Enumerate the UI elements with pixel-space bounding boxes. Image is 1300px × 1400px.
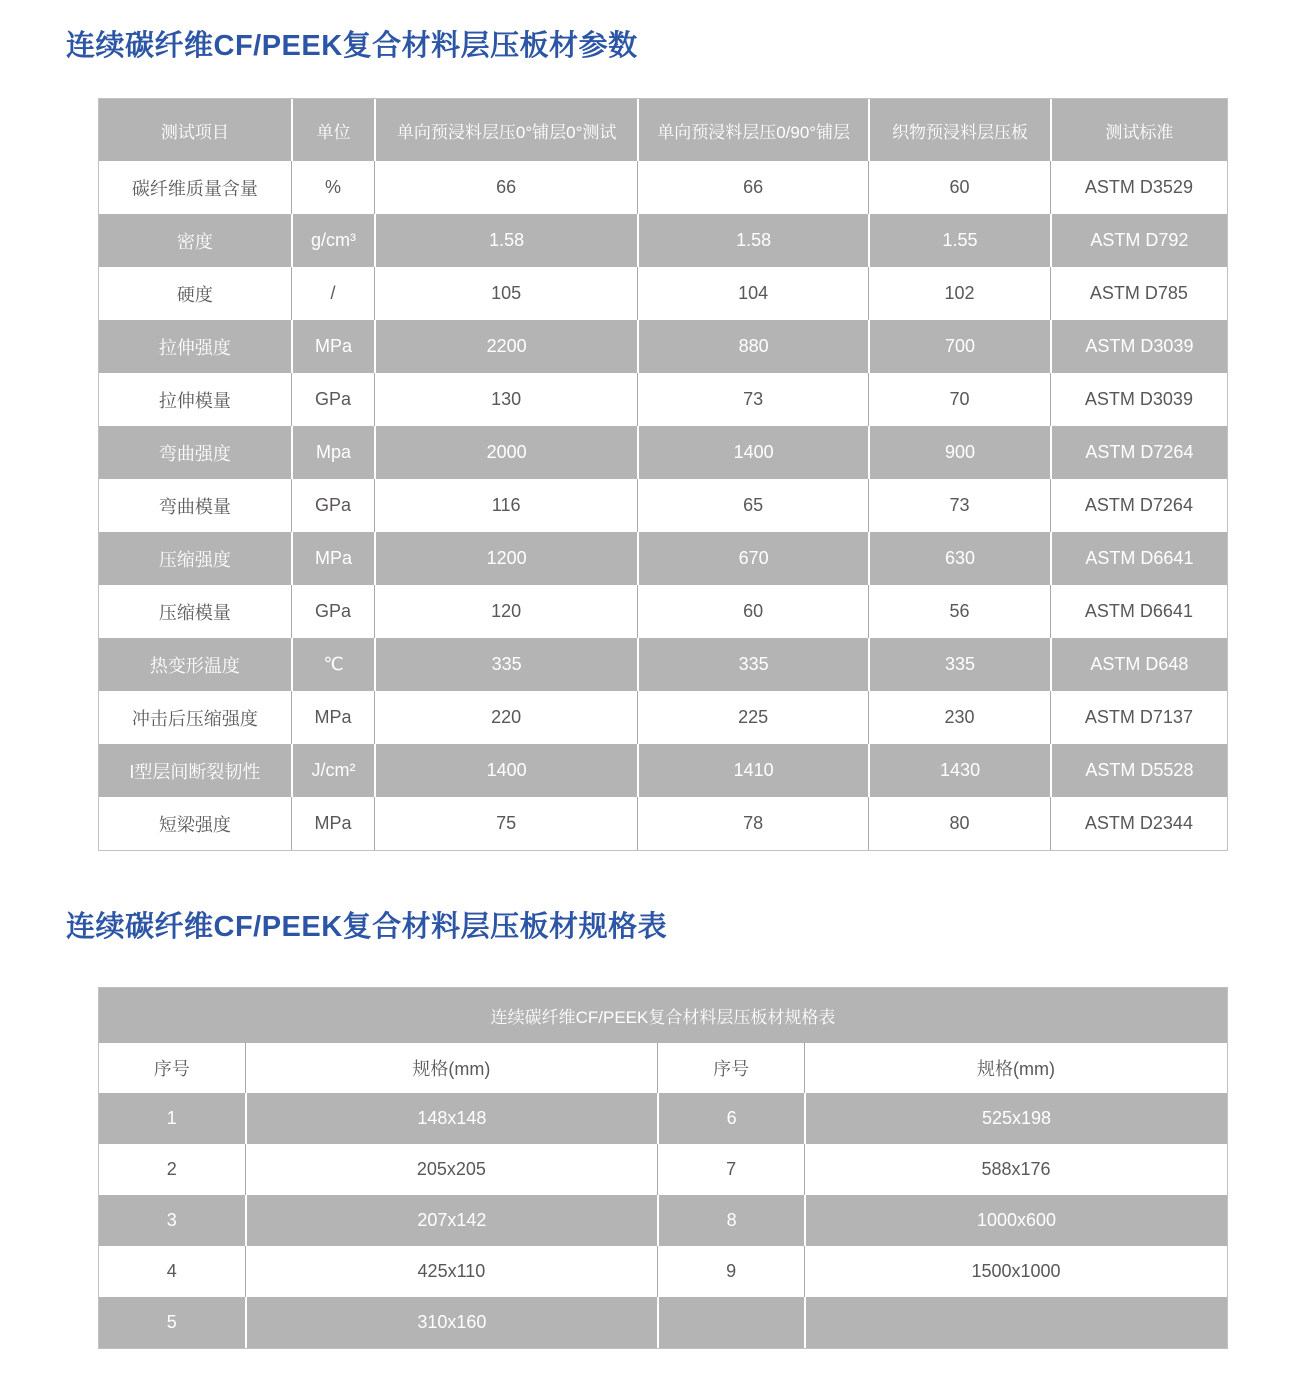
table-cell: 1400 <box>374 744 637 797</box>
table-cell: Mpa <box>291 426 374 479</box>
table-cell: 碳纤维质量含量 <box>131 178 258 199</box>
table-cell: 短梁强度 <box>158 814 231 835</box>
table-cell: 80 <box>868 797 1050 850</box>
table-cell <box>657 1297 804 1348</box>
table-cell: ASTM D7264 <box>1050 479 1227 532</box>
parameters-table-title: 连续碳纤维CF/PEEK复合材料层压板材参数 <box>66 30 638 62</box>
table-row <box>99 373 1227 426</box>
table-cell: 压缩强度 <box>158 549 231 570</box>
table-cell: GPa <box>291 585 374 638</box>
table-cell: 880 <box>637 320 868 373</box>
table-cell: 65 <box>637 479 868 532</box>
table-cell: ASTM D6641 <box>1050 585 1227 638</box>
table-row <box>99 691 1227 744</box>
table2-body <box>99 1093 1227 1348</box>
table-cell: 104 <box>637 267 868 320</box>
column-header: 单向预浸料层压0/90°铺层 <box>637 99 868 161</box>
table-cell: J/cm² <box>291 744 374 797</box>
table-row <box>99 797 1227 850</box>
table-cell: 335 <box>868 638 1050 691</box>
table-cell: ASTM D7264 <box>1050 426 1227 479</box>
table-cell: ASTM D2344 <box>1050 797 1227 850</box>
table-cell: 130 <box>374 373 637 426</box>
table-cell: g/cm³ <box>291 214 374 267</box>
table-cell: ℃ <box>291 638 374 691</box>
table-cell: 310x160 <box>245 1297 658 1348</box>
table-cell: 588x176 <box>804 1144 1227 1195</box>
column-header: 单向预浸料层压0°铺层0°测试 <box>374 99 637 161</box>
table-cell: 207x142 <box>245 1195 658 1246</box>
table-cell: MPa <box>291 532 374 585</box>
table-cell: 630 <box>868 532 1050 585</box>
table-cell: 1500x1000 <box>804 1246 1227 1297</box>
table-cell: 1 <box>166 1108 177 1128</box>
column-header: 单位 <box>291 99 374 161</box>
table-row <box>99 744 1227 797</box>
table-cell: 2200 <box>374 320 637 373</box>
column-header: 测试标准 <box>1050 99 1227 161</box>
table-cell: 425x110 <box>245 1246 658 1297</box>
table-cell: ASTM D648 <box>1050 638 1227 691</box>
table-cell: 148x148 <box>245 1093 658 1144</box>
column-header: 序号 <box>657 1043 804 1093</box>
table-cell: MPa <box>291 797 374 850</box>
table-row <box>99 479 1227 532</box>
table-cell: 7 <box>657 1144 804 1195</box>
specs-table-caption: 连续碳纤维CF/PEEK复合材料层压板材规格表 <box>99 988 1227 1043</box>
table-cell: 冲击后压缩强度 <box>131 708 258 729</box>
table-cell: 75 <box>374 797 637 850</box>
table-cell: 66 <box>637 161 868 214</box>
table-cell: 56 <box>868 585 1050 638</box>
table-cell: 60 <box>637 585 868 638</box>
table-row <box>99 161 1227 214</box>
column-header: 规格(mm) <box>245 1043 658 1093</box>
table-cell: 700 <box>868 320 1050 373</box>
table-cell: ASTM D5528 <box>1050 744 1227 797</box>
table-cell: 1430 <box>868 744 1050 797</box>
table-cell: 220 <box>374 691 637 744</box>
table-row <box>99 1246 1227 1297</box>
table-row <box>99 1297 1227 1348</box>
table-cell: 60 <box>868 161 1050 214</box>
table-row <box>99 426 1227 479</box>
table-cell: 4 <box>166 1261 177 1281</box>
table-row <box>99 214 1227 267</box>
table-cell: 670 <box>637 532 868 585</box>
column-header: 织物预浸料层压板 <box>868 99 1050 161</box>
table-cell: 5 <box>166 1312 177 1332</box>
table-cell: 拉伸强度 <box>158 337 231 358</box>
table-cell: MPa <box>291 320 374 373</box>
table-cell: GPa <box>291 373 374 426</box>
table-cell: GPa <box>291 479 374 532</box>
table-row <box>99 320 1227 373</box>
table-cell: ASTM D3039 <box>1050 373 1227 426</box>
table-cell: 3 <box>166 1210 177 1230</box>
table1-body <box>99 161 1227 850</box>
parameters-header-row <box>99 99 1227 161</box>
table-cell: 105 <box>374 267 637 320</box>
table-cell: MPa <box>291 691 374 744</box>
parameters-table <box>98 98 1228 851</box>
table-cell: 225 <box>637 691 868 744</box>
table-cell: ASTM D7137 <box>1050 691 1227 744</box>
table-cell: ASTM D6641 <box>1050 532 1227 585</box>
table-cell: 78 <box>637 797 868 850</box>
table-cell: 弯曲强度 <box>158 443 231 464</box>
table-cell: % <box>291 161 374 214</box>
table-cell: 73 <box>637 373 868 426</box>
table-cell: 120 <box>374 585 637 638</box>
table-cell <box>804 1297 1227 1348</box>
table-cell: 8 <box>657 1195 804 1246</box>
table-cell: ASTM D3529 <box>1050 161 1227 214</box>
table-cell: 热变形温度 <box>149 655 240 676</box>
table-cell: 205x205 <box>245 1144 658 1195</box>
table-cell: 1200 <box>374 532 637 585</box>
specs-table <box>98 987 1228 1349</box>
column-header: 序号 <box>99 1043 245 1093</box>
table-cell: 9 <box>657 1246 804 1297</box>
table-cell: 1410 <box>637 744 868 797</box>
specs-header-row <box>99 1043 1227 1093</box>
table-cell: 102 <box>868 267 1050 320</box>
table-cell: 1.55 <box>868 214 1050 267</box>
table-row <box>99 1093 1227 1144</box>
column-header: 测试项目 <box>99 99 291 161</box>
table-cell: 压缩模量 <box>158 602 231 623</box>
table-cell: ASTM D785 <box>1050 267 1227 320</box>
table-cell: 1000x600 <box>804 1195 1227 1246</box>
table-row <box>99 585 1227 638</box>
table-cell: 2000 <box>374 426 637 479</box>
table-cell: 335 <box>637 638 868 691</box>
specs-caption-row <box>99 988 1227 1043</box>
table-cell: I型层间断裂韧性 <box>129 761 261 782</box>
column-header: 规格(mm) <box>804 1043 1227 1093</box>
table-cell: ASTM D3039 <box>1050 320 1227 373</box>
table-cell: 900 <box>868 426 1050 479</box>
table-cell: 66 <box>374 161 637 214</box>
table-cell: 335 <box>374 638 637 691</box>
table-cell: 1.58 <box>637 214 868 267</box>
table-cell: 2 <box>166 1159 177 1179</box>
table-cell: 密度 <box>176 231 213 252</box>
table-cell: ASTM D792 <box>1050 214 1227 267</box>
table-cell: 73 <box>868 479 1050 532</box>
table-cell: 拉伸模量 <box>158 390 231 411</box>
specs-table-title: 连续碳纤维CF/PEEK复合材料层压板材规格表 <box>66 911 668 943</box>
table-row <box>99 1195 1227 1246</box>
table-cell: 1.58 <box>374 214 637 267</box>
table-cell: 230 <box>868 691 1050 744</box>
table-cell: 525x198 <box>804 1093 1227 1144</box>
table-cell: 弯曲模量 <box>158 496 231 517</box>
table-row <box>99 267 1227 320</box>
table-row <box>99 638 1227 691</box>
table-cell: 116 <box>374 479 637 532</box>
table-row <box>99 532 1227 585</box>
table-cell: 1400 <box>637 426 868 479</box>
table-cell: 6 <box>657 1093 804 1144</box>
table-cell: 硬度 <box>176 284 213 305</box>
table-cell: 70 <box>868 373 1050 426</box>
table-row <box>99 1144 1227 1195</box>
table-cell: / <box>291 267 374 320</box>
